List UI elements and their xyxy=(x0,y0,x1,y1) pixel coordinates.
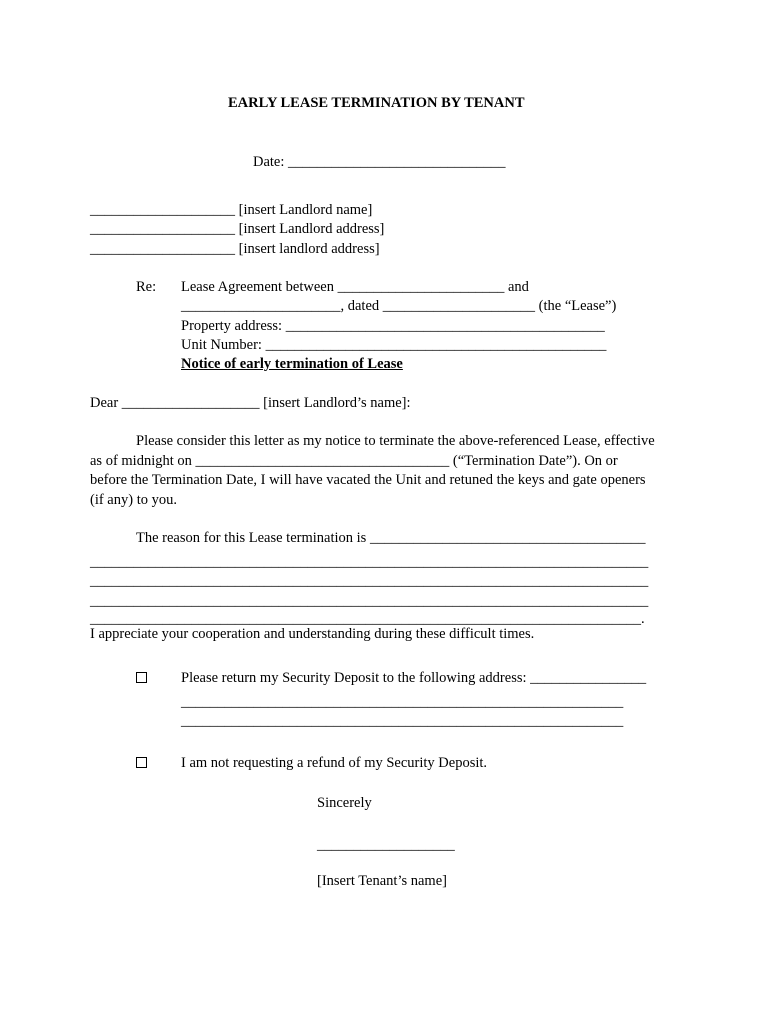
reason-line: The reason for this Lease termination is ______________________________________ xyxy=(136,530,646,546)
reason-blank-line: _____________________________________________________________________________ xyxy=(90,593,649,609)
landlord-address-line-2: ____________________ [insert landlord address] xyxy=(90,241,380,257)
no-refund-checkbox[interactable] xyxy=(136,757,147,768)
notice-heading: Notice of early termination of Lease xyxy=(181,356,403,372)
signature-line: ___________________ xyxy=(317,837,455,853)
body-paragraph-line: (if any) to you. xyxy=(90,492,177,508)
appreciation-line: I appreciate your cooperation and understanding during these difficult times. xyxy=(90,626,535,642)
landlord-address-line: ____________________ [insert Landlord address] xyxy=(90,221,385,237)
deposit-address-line: _____________________________________________________________ xyxy=(181,713,624,729)
salutation: Dear ___________________ [insert Landlord’s name]: xyxy=(90,395,411,411)
return-deposit-label: Please return my Security Deposit to the following address: ________________ xyxy=(181,670,647,686)
body-paragraph-line: as of midnight on ___________________________________ (“Termination Date”). On or xyxy=(90,453,618,469)
re-label: Re: xyxy=(136,279,157,295)
date-line: Date: ______________________________ xyxy=(253,154,506,170)
landlord-name-line: ____________________ [insert Landlord name] xyxy=(90,202,373,218)
deposit-address-line: _____________________________________________________________ xyxy=(181,694,624,710)
re-line-1: Lease Agreement between _______________________ and xyxy=(181,279,529,295)
unit-number-line: Unit Number: _______________________________________________ xyxy=(181,337,607,353)
no-refund-label: I am not requesting a refund of my Security Deposit. xyxy=(181,755,488,771)
tenant-name-placeholder: [Insert Tenant’s name] xyxy=(317,873,447,889)
reason-blank-line: _____________________________________________________________________________ xyxy=(90,554,649,570)
reason-blank-line: _____________________________________________________________________________ xyxy=(90,573,649,589)
reason-blank-line: ____________________________________________________________________________. xyxy=(90,611,645,627)
closing: Sincerely xyxy=(317,795,372,811)
document-title: EARLY LEASE TERMINATION BY TENANT xyxy=(228,95,525,111)
re-line-2: ______________________, dated _____________________ (the “Lease”) xyxy=(181,298,617,314)
property-address-line: Property address: ____________________________________________ xyxy=(181,318,605,334)
body-paragraph-line: Please consider this letter as my notice to terminate the above-referenced Lease, effective xyxy=(136,433,655,449)
return-deposit-checkbox[interactable] xyxy=(136,672,147,683)
body-paragraph-line: before the Termination Date, I will have vacated the Unit and retuned the keys and gate openers xyxy=(90,472,646,488)
